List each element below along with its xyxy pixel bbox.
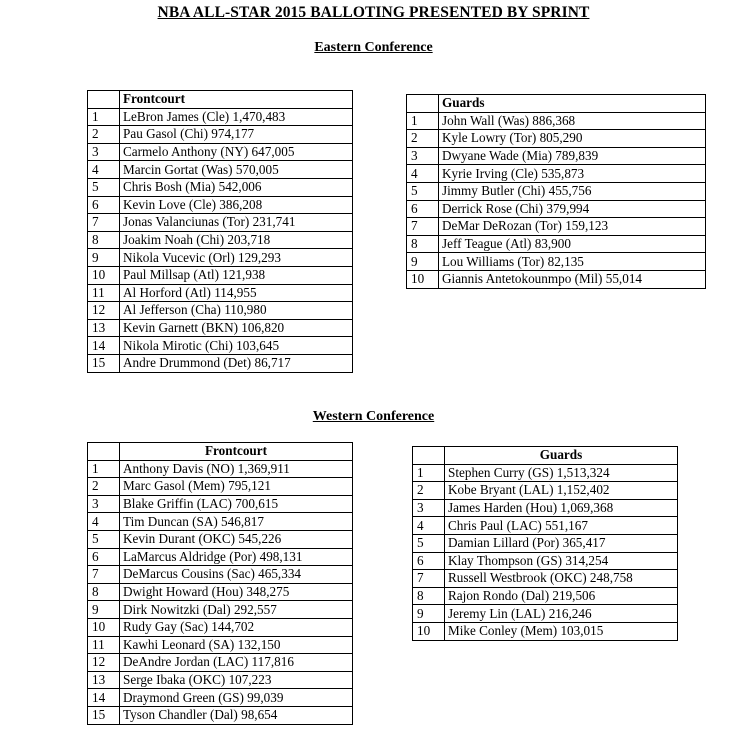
table-row xyxy=(413,605,678,623)
player-cell: Chris Paul (LAC) 551,167 xyxy=(445,517,678,535)
rank-cell: 13 xyxy=(88,671,120,689)
player-cell: LeBron James (Cle) 1,470,483 xyxy=(120,108,353,126)
player-cell: Stephen Curry (GS) 1,513,324 xyxy=(445,464,678,482)
player-cell: Kevin Love (Cle) 386,208 xyxy=(120,196,353,214)
player-cell: Kevin Garnett (BKN) 106,820 xyxy=(120,319,353,337)
table-header-row xyxy=(88,443,353,461)
table-row xyxy=(407,253,706,271)
table-row xyxy=(88,548,353,566)
table-row xyxy=(88,319,353,337)
player-cell: Russell Westbrook (OKC) 248,758 xyxy=(445,570,678,588)
player-cell: Rudy Gay (Sac) 144,702 xyxy=(120,618,353,636)
player-cell: Giannis Antetokounmpo (Mil) 55,014 xyxy=(439,270,706,288)
player-cell: Jonas Valanciunas (Tor) 231,741 xyxy=(120,214,353,232)
header-rank-cell xyxy=(88,91,120,109)
header-rank-cell xyxy=(413,447,445,465)
rank-cell: 1 xyxy=(407,112,439,130)
table-row xyxy=(407,147,706,165)
table-row xyxy=(413,622,678,640)
rank-cell: 1 xyxy=(88,460,120,478)
rank-cell: 1 xyxy=(88,108,120,126)
table-row xyxy=(413,534,678,552)
table-row xyxy=(413,552,678,570)
table-row xyxy=(407,270,706,288)
player-cell: DeMar DeRozan (Tor) 159,123 xyxy=(439,218,706,236)
rank-cell: 9 xyxy=(407,253,439,271)
rank-cell: 10 xyxy=(407,270,439,288)
rank-cell: 4 xyxy=(88,161,120,179)
player-cell: Draymond Green (GS) 99,039 xyxy=(120,689,353,707)
rank-cell: 6 xyxy=(407,200,439,218)
column-header: Frontcourt xyxy=(120,91,353,109)
rank-cell: 11 xyxy=(88,284,120,302)
player-cell: Pau Gasol (Chi) 974,177 xyxy=(120,126,353,144)
player-cell: LaMarcus Aldridge (Por) 498,131 xyxy=(120,548,353,566)
table-row xyxy=(413,499,678,517)
table-row xyxy=(407,112,706,130)
rank-cell: 13 xyxy=(88,319,120,337)
east-conference-heading: Eastern Conference xyxy=(314,40,433,55)
player-cell: Marcin Gortat (Was) 570,005 xyxy=(120,161,353,179)
table-row xyxy=(88,284,353,302)
rank-cell: 8 xyxy=(88,583,120,601)
player-cell: Kyle Lowry (Tor) 805,290 xyxy=(439,130,706,148)
table-row xyxy=(88,161,353,179)
rank-cell: 11 xyxy=(88,636,120,654)
table-row xyxy=(88,706,353,724)
table-row xyxy=(88,196,353,214)
rank-cell: 7 xyxy=(88,566,120,584)
table-row xyxy=(407,235,706,253)
east-frontcourt-table xyxy=(87,90,353,373)
rank-cell: 8 xyxy=(413,587,445,605)
rank-cell: 14 xyxy=(88,689,120,707)
table-row xyxy=(88,671,353,689)
rank-cell: 8 xyxy=(88,231,120,249)
rank-cell: 5 xyxy=(413,534,445,552)
east-guards-table xyxy=(406,94,706,289)
player-cell: Jeremy Lin (LAL) 216,246 xyxy=(445,605,678,623)
player-cell: Jeff Teague (Atl) 83,900 xyxy=(439,235,706,253)
rank-cell: 7 xyxy=(413,570,445,588)
rank-cell: 2 xyxy=(88,126,120,144)
player-cell: Jimmy Butler (Chi) 455,756 xyxy=(439,182,706,200)
rank-cell: 12 xyxy=(88,654,120,672)
player-cell: Kawhi Leonard (SA) 132,150 xyxy=(120,636,353,654)
player-cell: Serge Ibaka (OKC) 107,223 xyxy=(120,671,353,689)
column-header: Guards xyxy=(439,95,706,113)
table-row xyxy=(88,513,353,531)
page-title: NBA ALL-STAR 2015 BALLOTING PRESENTED BY SPRINT xyxy=(157,4,590,21)
table-row xyxy=(88,143,353,161)
west-frontcourt-table xyxy=(87,442,353,725)
rank-cell: 15 xyxy=(88,354,120,372)
rank-cell: 4 xyxy=(407,165,439,183)
rank-cell: 8 xyxy=(407,235,439,253)
rank-cell: 7 xyxy=(407,218,439,236)
table-row xyxy=(88,636,353,654)
table-row xyxy=(413,587,678,605)
player-cell: Kobe Bryant (LAL) 1,152,402 xyxy=(445,482,678,500)
rank-cell: 2 xyxy=(413,482,445,500)
player-cell: Tim Duncan (SA) 546,817 xyxy=(120,513,353,531)
player-cell: Klay Thompson (GS) 314,254 xyxy=(445,552,678,570)
rank-cell: 3 xyxy=(88,495,120,513)
header-rank-cell xyxy=(88,443,120,461)
table-header-row xyxy=(88,91,353,109)
table-row xyxy=(88,530,353,548)
rank-cell: 3 xyxy=(88,143,120,161)
rank-cell: 1 xyxy=(413,464,445,482)
player-cell: Dirk Nowitzki (Dal) 292,557 xyxy=(120,601,353,619)
table-header-row xyxy=(413,447,678,465)
player-cell: Kevin Durant (OKC) 545,226 xyxy=(120,530,353,548)
rank-cell: 12 xyxy=(88,302,120,320)
rank-cell: 5 xyxy=(88,530,120,548)
player-cell: DeMarcus Cousins (Sac) 465,334 xyxy=(120,566,353,584)
player-cell: Dwight Howard (Hou) 348,275 xyxy=(120,583,353,601)
table-row xyxy=(88,689,353,707)
player-cell: Blake Griffin (LAC) 700,615 xyxy=(120,495,353,513)
table-row xyxy=(88,337,353,355)
table-row xyxy=(407,130,706,148)
table-row xyxy=(88,108,353,126)
rank-cell: 5 xyxy=(88,178,120,196)
player-cell: Dwyane Wade (Mia) 789,839 xyxy=(439,147,706,165)
rank-cell: 15 xyxy=(88,706,120,724)
table-row xyxy=(407,200,706,218)
table-row xyxy=(413,570,678,588)
table-row xyxy=(413,482,678,500)
rank-cell: 9 xyxy=(88,601,120,619)
rank-cell: 10 xyxy=(88,266,120,284)
rank-cell: 2 xyxy=(407,130,439,148)
table-row xyxy=(88,126,353,144)
table-row xyxy=(88,566,353,584)
rank-cell: 4 xyxy=(413,517,445,535)
rank-cell: 7 xyxy=(88,214,120,232)
player-cell: Rajon Rondo (Dal) 219,506 xyxy=(445,587,678,605)
player-cell: Derrick Rose (Chi) 379,994 xyxy=(439,200,706,218)
table-row xyxy=(88,266,353,284)
rank-cell: 6 xyxy=(88,196,120,214)
player-cell: Chris Bosh (Mia) 542,006 xyxy=(120,178,353,196)
player-cell: Carmelo Anthony (NY) 647,005 xyxy=(120,143,353,161)
player-cell: Lou Williams (Tor) 82,135 xyxy=(439,253,706,271)
rank-cell: 5 xyxy=(407,182,439,200)
table-row xyxy=(88,654,353,672)
player-cell: Tyson Chandler (Dal) 98,654 xyxy=(120,706,353,724)
table-row xyxy=(407,182,706,200)
player-cell: Nikola Mirotic (Chi) 103,645 xyxy=(120,337,353,355)
table-row xyxy=(88,618,353,636)
table-row xyxy=(88,495,353,513)
table-row xyxy=(88,583,353,601)
table-row xyxy=(88,214,353,232)
rank-cell: 3 xyxy=(413,499,445,517)
rank-cell: 4 xyxy=(88,513,120,531)
rank-cell: 9 xyxy=(413,605,445,623)
player-cell: Joakim Noah (Chi) 203,718 xyxy=(120,231,353,249)
column-header: Frontcourt xyxy=(120,443,353,461)
rank-cell: 6 xyxy=(88,548,120,566)
player-cell: Anthony Davis (NO) 1,369,911 xyxy=(120,460,353,478)
table-row xyxy=(88,478,353,496)
west-conference-heading: Western Conference xyxy=(312,409,435,424)
player-cell: Marc Gasol (Mem) 795,121 xyxy=(120,478,353,496)
table-header-row xyxy=(407,95,706,113)
table-row xyxy=(413,517,678,535)
west-guards-table xyxy=(412,446,678,641)
player-cell: Kyrie Irving (Cle) 535,873 xyxy=(439,165,706,183)
rank-cell: 6 xyxy=(413,552,445,570)
table-row xyxy=(88,354,353,372)
player-cell: Damian Lillard (Por) 365,417 xyxy=(445,534,678,552)
player-cell: Andre Drummond (Det) 86,717 xyxy=(120,354,353,372)
player-cell: Nikola Vucevic (Orl) 129,293 xyxy=(120,249,353,267)
rank-cell: 14 xyxy=(88,337,120,355)
rank-cell: 3 xyxy=(407,147,439,165)
table-row xyxy=(88,178,353,196)
table-row xyxy=(413,464,678,482)
rank-cell: 9 xyxy=(88,249,120,267)
player-cell: John Wall (Was) 886,368 xyxy=(439,112,706,130)
table-row xyxy=(407,165,706,183)
player-cell: Paul Millsap (Atl) 121,938 xyxy=(120,266,353,284)
player-cell: Mike Conley (Mem) 103,015 xyxy=(445,622,678,640)
rank-cell: 10 xyxy=(413,622,445,640)
player-cell: Al Horford (Atl) 114,955 xyxy=(120,284,353,302)
rank-cell: 10 xyxy=(88,618,120,636)
rank-cell: 2 xyxy=(88,478,120,496)
player-cell: DeAndre Jordan (LAC) 117,816 xyxy=(120,654,353,672)
table-row xyxy=(407,218,706,236)
column-header: Guards xyxy=(445,447,678,465)
table-row xyxy=(88,249,353,267)
table-row xyxy=(88,231,353,249)
player-cell: James Harden (Hou) 1,069,368 xyxy=(445,499,678,517)
table-row xyxy=(88,460,353,478)
table-row xyxy=(88,302,353,320)
header-rank-cell xyxy=(407,95,439,113)
player-cell: Al Jefferson (Cha) 110,980 xyxy=(120,302,353,320)
table-row xyxy=(88,601,353,619)
